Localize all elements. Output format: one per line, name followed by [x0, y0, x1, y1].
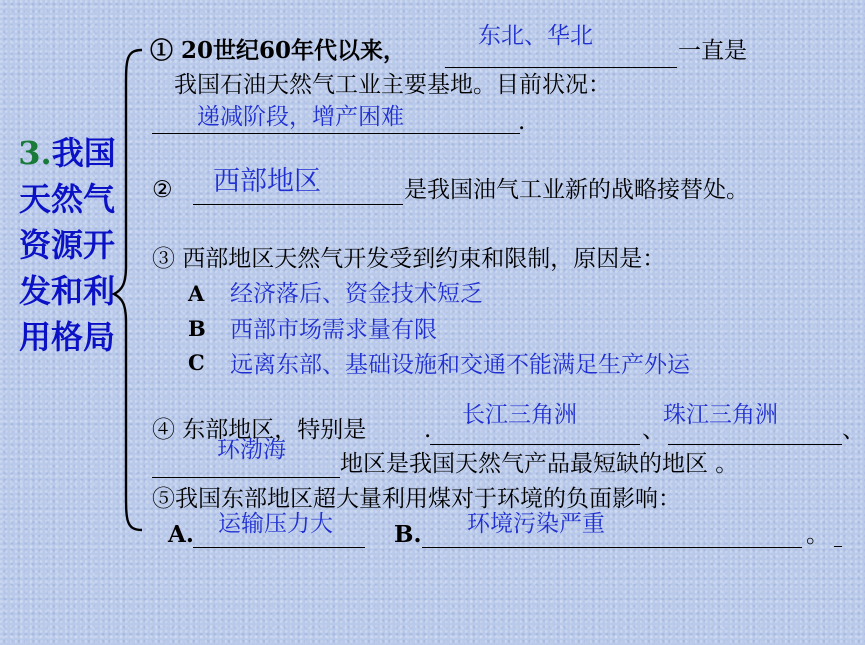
item4-dot: .: [424, 417, 432, 443]
item5-a-blank: [193, 547, 365, 548]
item3-option-answer: 远离东部、基础设施和交通不能满足生产外运: [230, 352, 690, 378]
item2-text: 是我国油气工业新的战略接替处。: [404, 177, 749, 203]
item5-b-label: B.: [394, 521, 422, 548]
item1-end: .: [518, 109, 526, 135]
item2-answer: 西部地区: [213, 166, 321, 197]
item4-suffix: 地区是我国天然气产品最短缺的地区 。: [340, 451, 739, 477]
item3-option-letter: B: [188, 316, 206, 341]
item5-a-label: A.: [168, 521, 194, 548]
curly-brace: [112, 48, 146, 532]
section-title: [8, 130, 126, 360]
item4-blank-3: [152, 477, 340, 478]
item4-answer-3: 环渤海: [217, 437, 286, 463]
item3-option-letter: A: [188, 281, 205, 306]
section-number: 3.: [18, 134, 52, 172]
item4-blank-2: [668, 444, 842, 445]
item4-answer-1: 长江三角洲: [462, 402, 577, 428]
item4-separator-2: 、: [842, 417, 865, 443]
item3-option-answer: 经济落后、资金技术短乏: [230, 281, 483, 307]
item1-answer-2: 递减阶段，增产困难: [197, 104, 404, 130]
item3-option-answer: 西部市场需求量有限: [230, 317, 437, 343]
item5-text: ⑤我国东部地区超大量利用煤对于环境的负面影响：: [152, 486, 681, 512]
item4-separator: 、: [642, 417, 665, 443]
item5-b-answer: 环境污染严重: [467, 511, 605, 537]
item1-suffix: 一直是: [678, 38, 747, 64]
item4-blank-1: [430, 444, 640, 445]
item3-option-letter: C: [188, 350, 205, 375]
item1-line2: 我国石油天然气工业主要基地。目前状况：: [174, 72, 611, 98]
item2-blank: [193, 204, 403, 205]
item1-answer-1: 东北、华北: [478, 23, 593, 49]
section-title-text: 我国天然气资源开发和利用格局: [18, 134, 116, 356]
item5-b-blank: [422, 547, 802, 548]
trailing-mark: [834, 546, 842, 547]
item1-prefix: ① 20世纪60年代以来，: [150, 37, 407, 64]
item1-blank-1: [445, 67, 677, 68]
item4-answer-2: 珠江三角洲: [663, 402, 778, 428]
item1-blank-2: [152, 133, 520, 134]
item5-end: 。: [806, 522, 829, 548]
item5-a-answer: 运输压力大: [218, 511, 333, 537]
item4-prefix: ④ 东部地区，特别是: [152, 417, 367, 443]
item3-text: ③ 西部地区天然气开发受到约束和限制，原因是：: [152, 246, 666, 272]
item2-number: ②: [152, 177, 173, 203]
